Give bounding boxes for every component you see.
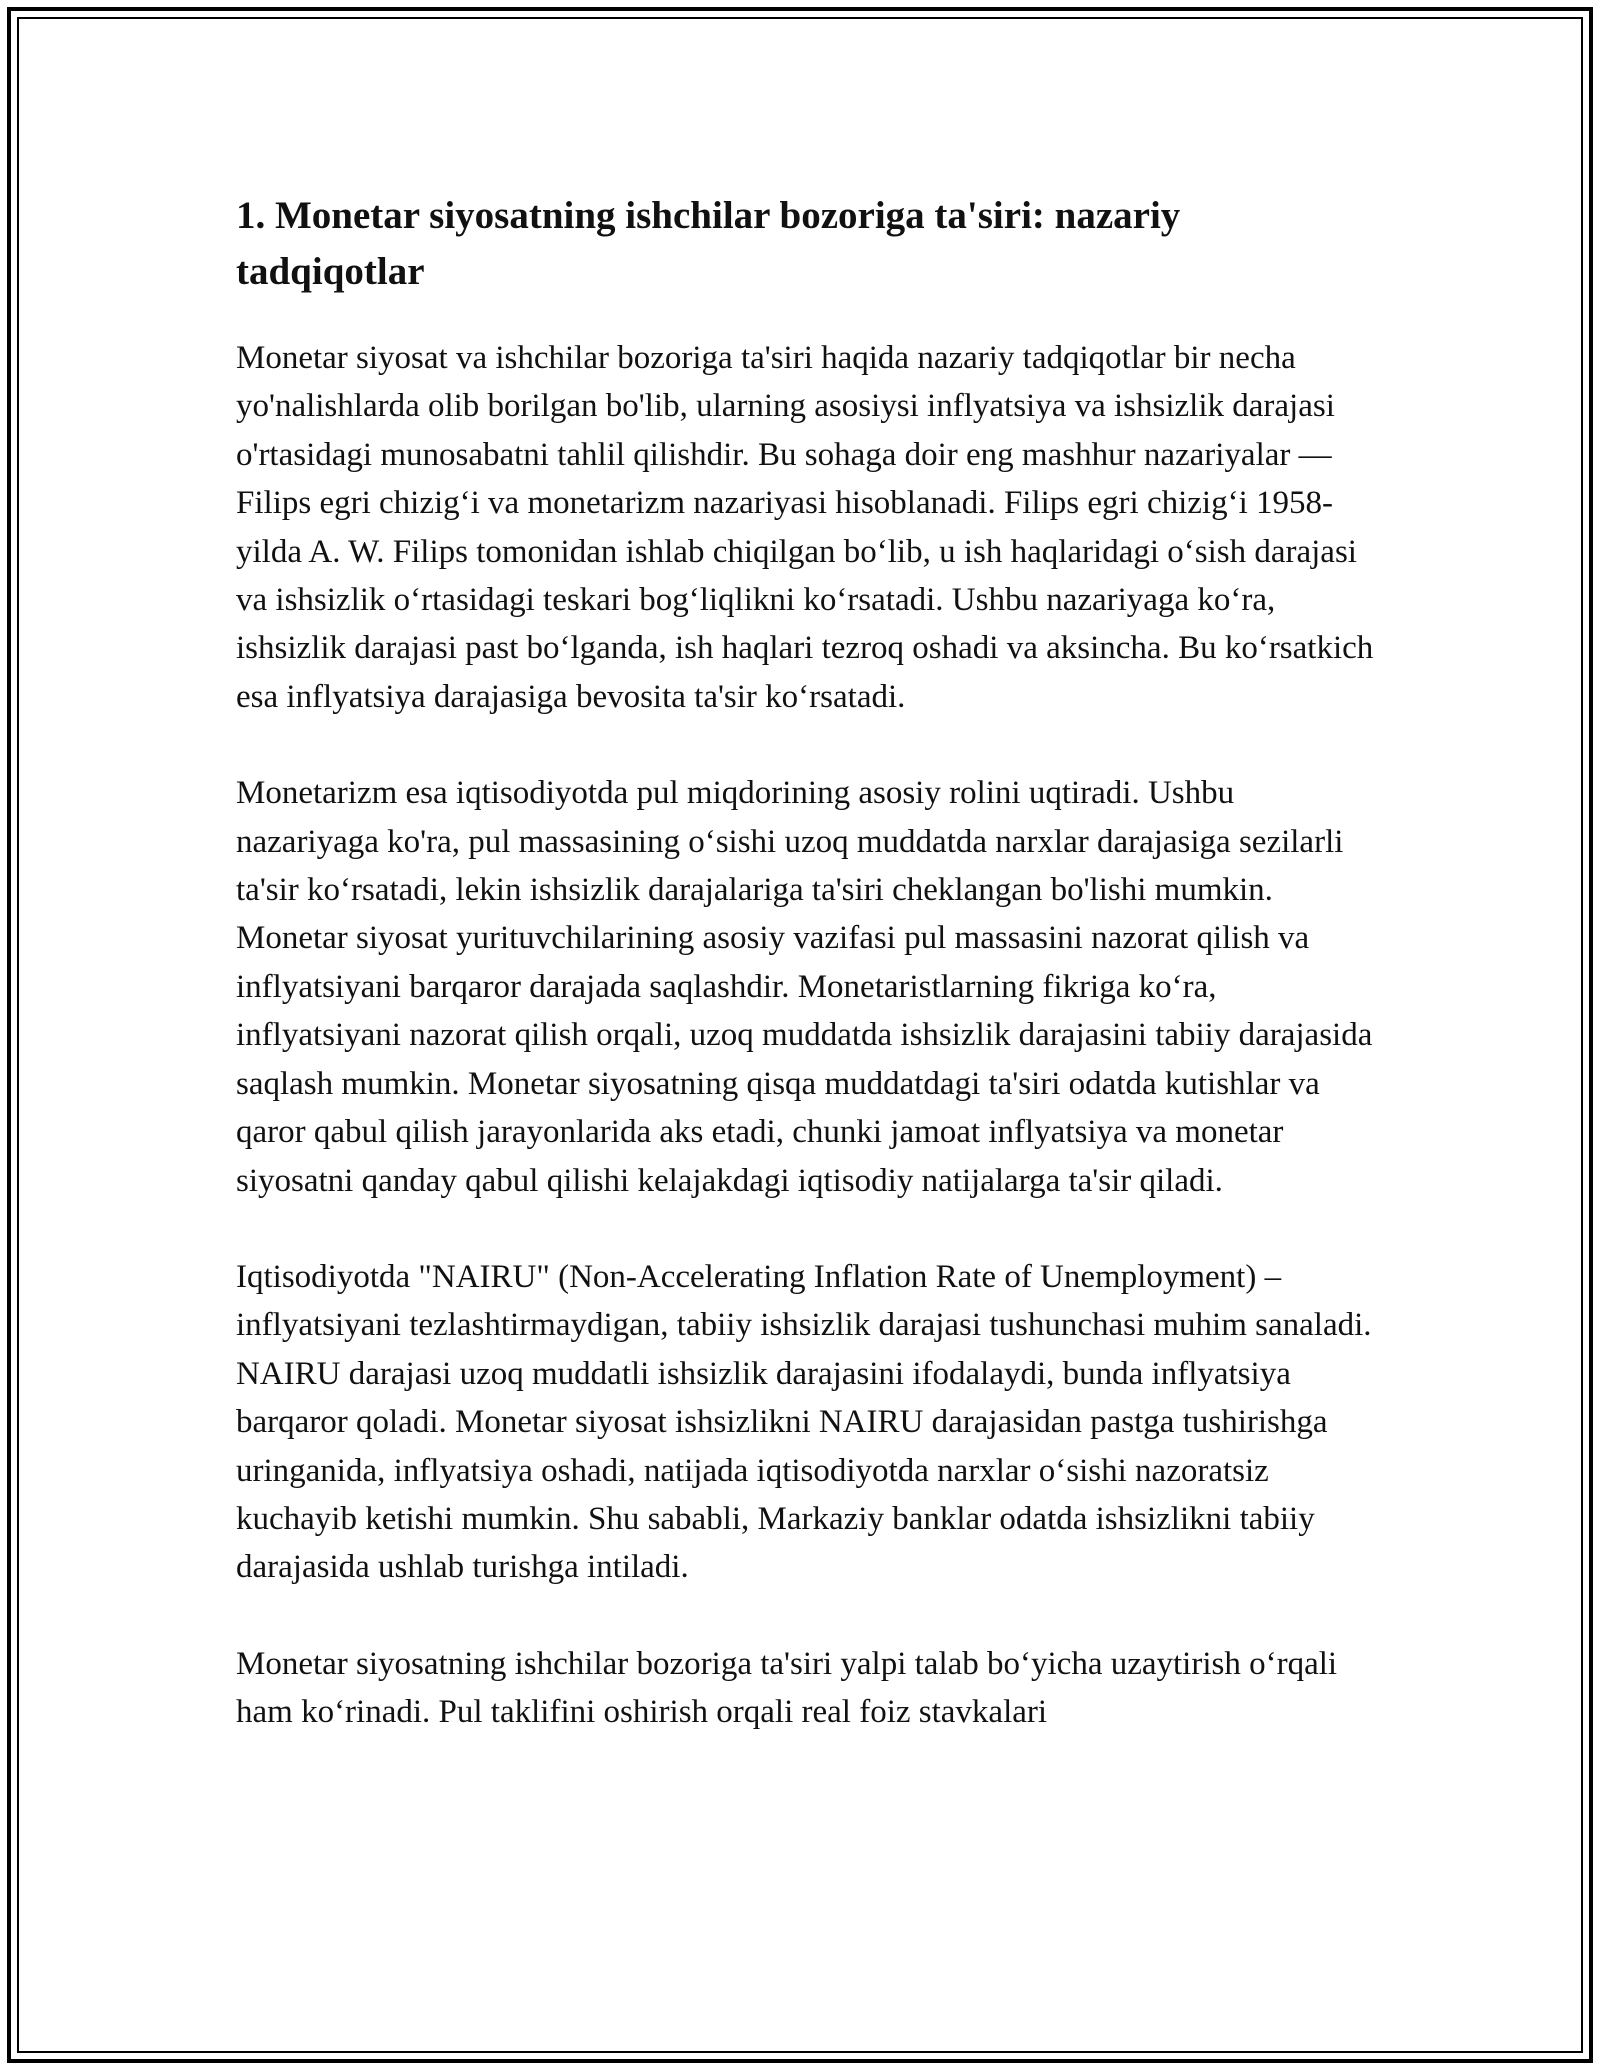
paragraph-nairu: Iqtisodiyotda "NAIRU" (Non-Accelerating Inflation Rate of Unemployment) – inflyatsiyani tezlashtirmaydigan, tabiiy ishsizlik darajasi tushunchasi muhim sanaladi. NAIRU darajasi uzoq muddatli ishsizlik darajasini ifodalaydi, bunda inflyatsiya barqaror qoladi. Monetar siyosat ishsizlikni NAIRU darajasidan pastga tushirishga uringanida, inflyatsiya oshadi, natijada iqtisodiyotda narxlar o‘sishi nazoratsiz kuchayib ketishi mumkin. Shu sababli, Markaziy banklar odatda ishsizlikni tabiiy darajasida ushlab turishga intiladi. <box>236 1258 1372 1586</box>
section-heading: 1. Monetar siyosatning ishchilar bozoriga ta'siri: nazariy tadqiqotlar <box>236 194 1181 293</box>
document-body <box>236 188 1376 1785</box>
paragraph-aggregate-demand: Monetar siyosatning ishchilar bozoriga ta'siri yalpi talab bo‘yicha uzaytirish o‘rqali ham ko‘rinadi. Pul taklifini oshirish orqali real foiz stavkalari <box>236 1645 1338 1731</box>
paragraph-phillips-curve: Monetar siyosat va ishchilar bozoriga ta'siri haqida nazariy tadqiqotlar bir necha yo'nalishlarda olib borilgan bo'lib, ularning asosiysi inflyatsiya va ishsizlik darajasi o'rtasidagi munosabatni tahlil qilishdir. Bu sohaga doir eng mashhur nazariyalar — Filips egri chizig‘i va monetarizm nazariyasi hisoblanadi. Filips egri chizig‘i 1958-yilda A. W. Filips tomonidan ishlab chiqilgan bo‘lib, u ish haqlaridagi o‘sish darajasi va ishsizlik o‘rtasidagi teskari bog‘liqlikni ko‘rsatadi. Ushbu nazariyaga ko‘ra, ishsizlik darajasi past bo‘lganda, ish haqlari tezroq oshadi va aksincha. Bu ko‘rsatkich esa inflyatsiya darajasiga bevosita ta'sir ko‘rsatadi. <box>236 340 1374 715</box>
paragraph-monetarism: Monetarizm esa iqtisodiyotda pul miqdorining asosiy rolini uqtiradi. Ushbu nazariyaga ko'ra, pul massasining o‘sishi uzoq muddatda narxlar darajasiga sezilarli ta'sir ko‘rsatadi, lekin ishsizlik darajalariga ta'siri cheklangan bo'lishi mumkin. Monetar siyosat yurituvchilarining asosiy vazifasi pul massasini nazorat qilish va inflyatsiyani barqaror darajada saqlashdir. Monetaristlarning fikriga ko‘ra, inflyatsiyani nazorat qilish orqali, uzoq muddatda ishsizlik darajasini tabiiy darajasida saqlash mumkin. Monetar siyosatning qisqa muddatdagi ta'siri odatda kutishlar va qaror qabul qilish jarayonlarida aks etadi, chunki jamoat inflyatsiya va monetar siyosatni qanday qabul qilishi kelajakdagi iqtisodiy natijalarga ta'sir qiladi. <box>236 775 1373 1199</box>
